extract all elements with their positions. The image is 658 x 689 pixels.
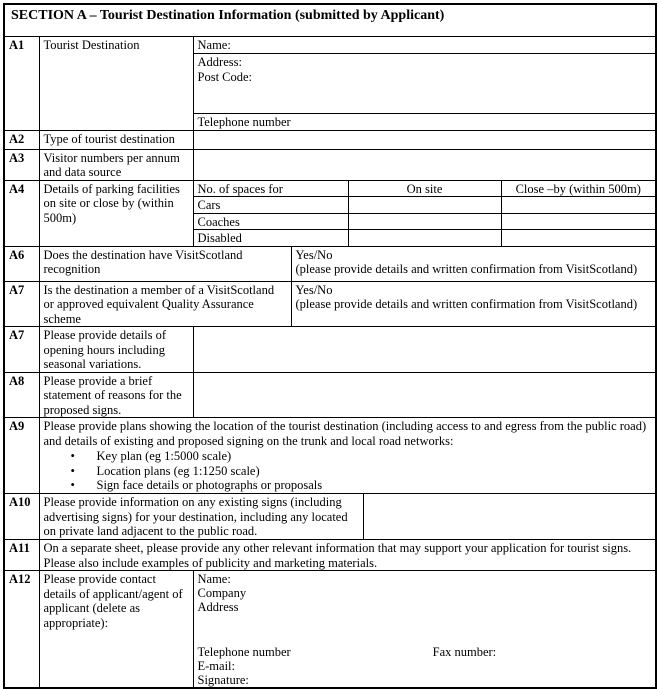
a12-telephone-label: Telephone number bbox=[197, 645, 291, 659]
a4-disabled-closeby-field[interactable] bbox=[501, 230, 656, 247]
a7-yes-no: Yes/No bbox=[295, 282, 333, 297]
a12-name-label: Name: bbox=[197, 572, 231, 586]
row-a10-label: Please provide information on any existing signs (including advertising signs) for your destination, including any located on private land adjacent to the public road. bbox=[39, 494, 363, 540]
a4-row-cars-label: Cars bbox=[193, 197, 348, 214]
a1-address-field[interactable] bbox=[193, 54, 656, 114]
a4-cars-closeby-field[interactable] bbox=[501, 197, 656, 214]
bullet-icon: • bbox=[70, 449, 75, 463]
a12-email-label: E-mail: bbox=[197, 659, 235, 673]
row-a7b-label: Please provide details of opening hours including seasonal variations. bbox=[39, 327, 193, 373]
row-a11-label: On a separate sheet, please provide any other relevant information that may support your application for tourist signs. Please also include examples of publicity and marketing materials. bbox=[39, 540, 656, 571]
list-item bbox=[44, 449, 652, 464]
row-a2-id: A2 bbox=[4, 130, 39, 149]
a9-bullet-keyplan: Key plan (eg 1:5000 scale) bbox=[96, 449, 232, 463]
row-a12-label: Please provide contact details of applicant/agent of applicant (delete as appropriate): bbox=[39, 571, 193, 689]
a2-answer-field[interactable] bbox=[193, 130, 656, 149]
bullet-icon: • bbox=[70, 478, 75, 492]
row-a4-id: A4 bbox=[4, 180, 39, 246]
a4-coaches-onsite-field[interactable] bbox=[348, 213, 501, 230]
row-a7b-id: A7 bbox=[4, 327, 39, 373]
a4-col-spaces-header: No. of spaces for bbox=[193, 180, 348, 197]
a1-telephone-field[interactable]: Telephone number bbox=[193, 114, 656, 131]
a4-col-closeby-header: Close –by (within 500m) bbox=[501, 180, 656, 197]
row-a1-label: Tourist Destination bbox=[39, 37, 193, 131]
a4-col-onsite-header: On site bbox=[348, 180, 501, 197]
a4-coaches-closeby-field[interactable] bbox=[501, 213, 656, 230]
a9-bullet-signface: Sign face details or photographs or proposals bbox=[96, 478, 323, 492]
a4-row-coaches-label: Coaches bbox=[193, 213, 348, 230]
row-a6-question: Does the destination have VisitScotland recognition bbox=[39, 246, 291, 281]
row-a7-question: Is the destination a member of a VisitScotland or approved equivalent Quality Assurance scheme bbox=[39, 281, 291, 327]
row-a8-id: A8 bbox=[4, 372, 39, 418]
a12-telephone-fax-row bbox=[198, 645, 652, 659]
section-title: SECTION A – Tourist Destination Information (submitted by Applicant) bbox=[4, 4, 656, 37]
a12-contact-block bbox=[198, 572, 652, 687]
row-a10-id: A10 bbox=[4, 494, 39, 540]
a12-address-label: Address bbox=[197, 600, 239, 614]
a6-yes-no: Yes/No bbox=[295, 247, 333, 262]
a1-address-label: Address: bbox=[197, 55, 242, 69]
a1-name-field[interactable]: Name: bbox=[193, 37, 656, 54]
row-a3-label: Visitor numbers per annum and data source bbox=[39, 149, 193, 180]
a12-company-label: Company bbox=[197, 586, 247, 600]
section-a-table bbox=[3, 3, 657, 689]
a12-fax-label: Fax number: bbox=[432, 645, 497, 659]
a6-answer-note: (please provide details and written confirmation from VisitScotland) bbox=[295, 262, 638, 276]
a9-bullet-locationplans: Location plans (eg 1:1250 scale) bbox=[96, 463, 260, 478]
a4-disabled-onsite-field[interactable] bbox=[348, 230, 501, 247]
row-a4-label: Details of parking facilities on site or close by (within 500m) bbox=[39, 180, 193, 246]
row-a12-id: A12 bbox=[4, 571, 39, 689]
row-a11-id: A11 bbox=[4, 540, 39, 571]
a7-answer-note: (please provide details and written confirmation from VisitScotland) bbox=[295, 297, 638, 311]
a1-postcode-label: Post Code: bbox=[197, 69, 253, 84]
a4-cars-onsite-field[interactable] bbox=[348, 197, 501, 214]
a12-signature-label: Signature: bbox=[197, 673, 249, 687]
a10-answer-field[interactable] bbox=[363, 494, 656, 540]
list-item bbox=[44, 478, 652, 493]
a4-row-disabled-label: Disabled bbox=[193, 230, 348, 247]
row-a1-id: A1 bbox=[4, 37, 39, 131]
bullet-icon: • bbox=[70, 463, 75, 478]
a7-answer-field[interactable] bbox=[291, 281, 656, 327]
row-a8-label: Please provide a brief statement of reasons for the proposed signs. bbox=[39, 372, 193, 418]
a9-intro-text: Please provide plans showing the location of the tourist destination (including access to and egress from the public road) and details of existing and proposed signing on the trunk and local road networks: bbox=[43, 419, 647, 448]
row-a7-id: A7 bbox=[4, 281, 39, 327]
a6-answer-field[interactable] bbox=[291, 246, 656, 281]
row-a2-label: Type of tourist destination bbox=[39, 130, 193, 149]
row-a6-id: A6 bbox=[4, 246, 39, 281]
a7b-answer-field[interactable] bbox=[193, 327, 656, 373]
a12-contact-field[interactable] bbox=[193, 571, 656, 689]
row-a9-content bbox=[39, 418, 656, 494]
a3-answer-field[interactable] bbox=[193, 149, 656, 180]
row-a3-id: A3 bbox=[4, 149, 39, 180]
a9-bullet-list bbox=[44, 449, 652, 493]
list-item bbox=[44, 464, 652, 479]
a8-answer-field[interactable] bbox=[193, 372, 656, 418]
row-a9-id: A9 bbox=[4, 418, 39, 494]
